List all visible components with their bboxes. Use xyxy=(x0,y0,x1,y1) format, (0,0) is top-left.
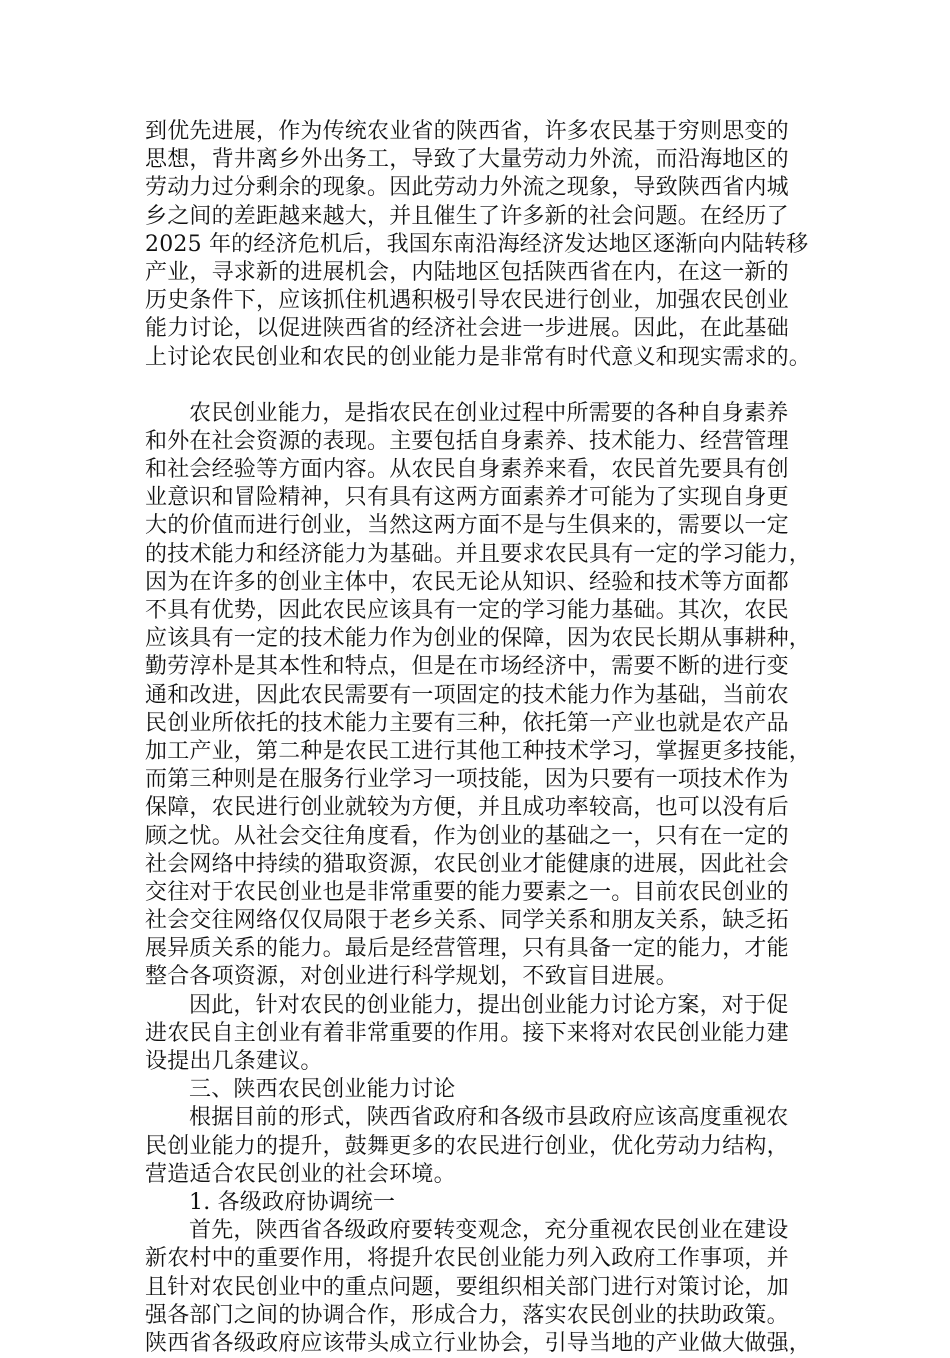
text-line: 劳动力过分剩余的现象。因此劳动力外流之现象，导致陕西省内城 xyxy=(145,175,789,201)
text-line: 整合各项资源，对创业进行科学规划，不致盲目进展。 xyxy=(145,964,678,990)
text-line: 民创业能力的提升，鼓舞更多的农民进行创业，优化劳动力结构， xyxy=(145,1133,789,1159)
text-line: 因此，针对农民的创业能力，提出创业能力讨论方案，对于促 xyxy=(189,992,789,1018)
text-line: 产业，寻求新的进展机会，内陆地区包括陕西省在内，在这一新的 xyxy=(145,259,789,285)
text-line: 上讨论农民创业和农民的创业能力是非常有时代意义和现实需求的。 xyxy=(145,344,812,370)
text-line: 根据目前的形式，陕西省政府和各级市县政府应该高度重视农 xyxy=(189,1105,789,1131)
text-line: 的技术能力和经济能力为基础。并且要求农民具有一定的学习能力， xyxy=(145,541,812,567)
text-line: 农民创业能力，是指农民在创业过程中所需要的各种自身素养 xyxy=(189,400,789,426)
text-line: 展异质关系的能力。最后是经营管理，只有具备一定的能力，才能 xyxy=(145,936,789,962)
text-line: 设提出几条建议。 xyxy=(145,1049,323,1074)
paragraph xyxy=(145,992,815,1077)
text-line: 社会交往网络仅仅局限于老乡关系、同学关系和朋友关系，缺乏拓 xyxy=(145,908,789,934)
text-line: 2025 年的经济危机后，我国东南沿海经济发达地区逐渐向内陆转移 xyxy=(145,231,809,257)
text-line: 强各部门之间的协调合作，形成合力，落实农民创业的扶助政策。 xyxy=(145,1302,789,1328)
text-line: 应该具有一定的技术能力作为创业的保障，因为农民长期从事耕种， xyxy=(145,626,812,652)
subsection-heading: 1. 各级政府协调统一 xyxy=(189,1189,396,1215)
text-line: 乡之间的差距越来越大，并且催生了许多新的社会问题。在经历了 xyxy=(145,203,789,229)
text-line: 通和改进，因此农民需要有一项固定的技术能力作为基础，当前农 xyxy=(145,682,789,708)
text-line: 交往对于农民创业也是非常重要的能力要素之一。目前农民创业的 xyxy=(145,879,789,905)
paragraph xyxy=(145,118,815,372)
document-body xyxy=(145,118,815,1358)
text-line: 且针对农民创业中的重点问题，要组织相关部门进行对策讨论，加 xyxy=(145,1274,789,1300)
text-line: 顾之忧。从社会交往角度看，作为创业的基础之一，只有在一定的 xyxy=(145,823,789,849)
text-line: 营造适合农民创业的社会环境。 xyxy=(145,1161,456,1187)
text-line: 社会网络中持续的猎取资源，农民创业才能健康的进展，因此社会 xyxy=(145,851,789,877)
text-line: 勤劳淳朴是其本性和特点，但是在市场经济中，需要不断的进行变 xyxy=(145,654,789,680)
text-line: 能力讨论，以促进陕西省的经济社会进一步进展。因此，在此基础 xyxy=(145,316,789,342)
text-line: 而第三种则是在服务行业学习一项技能，因为只要有一项技术作为 xyxy=(145,767,789,793)
text-line: 首先，陕西省各级政府要转变观念，充分重视农民创业在建设 xyxy=(189,1218,789,1244)
text-line: 历史条件下，应该抓住机遇积极引导农民进行创业，加强农民创业 xyxy=(145,288,789,314)
paragraph xyxy=(145,1217,815,1358)
section-heading: 三、陕西农民创业能力讨论 xyxy=(189,1077,456,1103)
paragraph-spacer xyxy=(145,372,815,400)
text-line: 进农民自主创业有着非常重要的作用。接下来将对农民创业能力建 xyxy=(145,1020,789,1046)
paragraph xyxy=(145,400,815,992)
paragraph xyxy=(145,1104,815,1189)
text-line: 思想，背井离乡外出务工，导致了大量劳动力外流，而沿海地区的 xyxy=(145,147,789,173)
text-line: 大的价值而进行创业，当然这两方面不是与生俱来的，需要以一定 xyxy=(145,513,789,539)
text-line: 新农村中的重要作用，将提升农民创业能力列入政府工作事项，并 xyxy=(145,1246,789,1272)
text-line: 保障，农民进行创业就较为方便，并且成功率较高，也可以没有后 xyxy=(145,795,789,821)
text-line: 因为在许多的创业主体中，农民无论从知识、经验和技术等方面都 xyxy=(145,569,789,595)
text-line: 加工产业，第二种是农民工进行其他工种技术学习，掌握更多技能， xyxy=(145,738,812,764)
text-line: 到优先进展，作为传统农业省的陕西省，许多农民基于穷则思变的 xyxy=(145,119,789,144)
text-line: 业意识和冒险精神，只有具有这两方面素养才可能为了实现自身更 xyxy=(145,485,789,511)
text-line: 和社会经验等方面内容。从农民自身素养来看，农民首先要具有创 xyxy=(145,457,789,483)
text-line: 民创业所依托的技术能力主要有三种，依托第一产业也就是农产品 xyxy=(145,710,789,736)
text-line: 不具有优势，因此农民应该具有一定的学习能力基础。其次，农民 xyxy=(145,598,789,623)
text-line: 陕西省各级政府应该带头成立行业协会，引导当地的产业做大做强， xyxy=(145,1330,812,1356)
text-line: 和外在社会资源的表现。主要包括自身素养、技术能力、经营管理 xyxy=(145,428,789,454)
